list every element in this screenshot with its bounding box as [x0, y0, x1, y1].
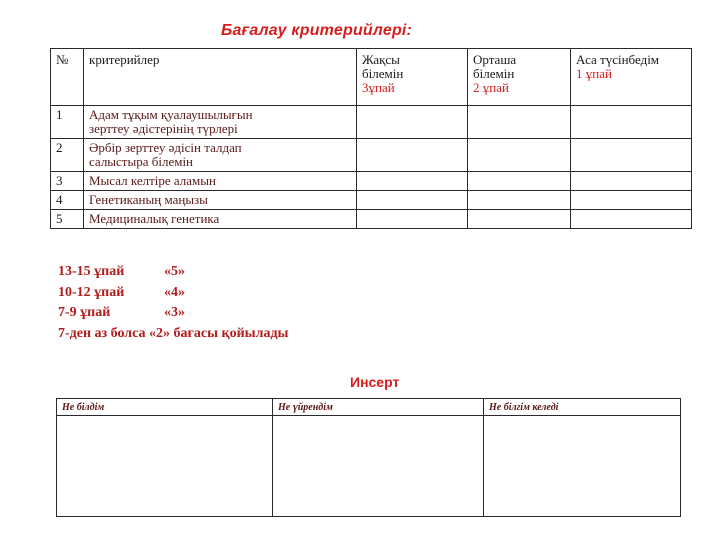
- medium-cell[interactable]: [468, 106, 571, 139]
- header-medium-line1: Орташа: [473, 52, 517, 67]
- header-weak-points: 1 ұпай: [576, 66, 612, 81]
- header-medium: [468, 49, 571, 106]
- scale-line: [58, 262, 288, 283]
- criteria-header-row: [51, 49, 692, 106]
- criteria-row: [51, 106, 692, 139]
- header-medium-line2: білемін: [473, 66, 515, 81]
- grading-scale: [58, 262, 288, 344]
- row-criterion: Генетиканың маңызы: [84, 191, 357, 210]
- scale-score: 13-15 ұпай: [58, 264, 125, 279]
- row-criterion: Медициналық генетика: [84, 210, 357, 229]
- insert-header-row: [57, 399, 681, 416]
- insert-table: [56, 398, 681, 517]
- scale-line: [58, 303, 288, 324]
- weak-cell[interactable]: [571, 106, 692, 139]
- row-number: 1: [51, 106, 84, 139]
- good-cell[interactable]: [357, 106, 468, 139]
- scale-score: 10-12 ұпай: [58, 284, 125, 300]
- scale-line: [58, 283, 288, 304]
- criterion-line1: Адам тұқым қуалаушылығын: [89, 107, 253, 122]
- medium-cell[interactable]: [468, 210, 571, 229]
- row-number: 3: [51, 172, 84, 191]
- medium-cell[interactable]: [468, 191, 571, 210]
- insert-cell-learned[interactable]: [273, 416, 484, 517]
- header-number: №: [51, 49, 84, 106]
- medium-cell[interactable]: [468, 139, 571, 172]
- insert-cell-know[interactable]: [57, 416, 273, 517]
- insert-header-learned: Не үйрендім: [273, 399, 484, 416]
- criteria-table: [50, 48, 692, 229]
- scale-score: 7-9 ұпай: [58, 305, 111, 320]
- good-cell[interactable]: [357, 191, 468, 210]
- insert-header-know: Не білдім: [57, 399, 273, 416]
- weak-cell[interactable]: [571, 210, 692, 229]
- row-criterion: Мысал келтіре аламын: [84, 172, 357, 191]
- criterion-line1: Әрбір зерттеу әдісін талдап: [89, 140, 242, 155]
- criteria-title: Бағалау критерийлері:: [221, 22, 413, 39]
- insert-cell-want[interactable]: [484, 416, 681, 517]
- weak-cell[interactable]: [571, 191, 692, 210]
- header-weak-line1: Аса түсінбедім: [576, 52, 660, 67]
- scale-grade: «4»: [164, 284, 185, 300]
- criteria-row: [51, 139, 692, 172]
- header-weak: [571, 49, 692, 106]
- criteria-row: [51, 172, 692, 191]
- header-criteria: критерийлер: [84, 49, 357, 106]
- header-good-line1: Жақсы: [362, 52, 400, 67]
- weak-cell[interactable]: [571, 139, 692, 172]
- row-criterion: [84, 139, 357, 172]
- scale-grade: «5»: [164, 264, 185, 279]
- good-cell[interactable]: [357, 172, 468, 191]
- scale-grade: «3»: [164, 305, 185, 320]
- criteria-row: [51, 191, 692, 210]
- row-number: 5: [51, 210, 84, 229]
- criterion-line2: зерттеу әдістерінің түрлері: [89, 121, 238, 136]
- row-number: 4: [51, 191, 84, 210]
- insert-body-row: [57, 416, 681, 517]
- criteria-row: [51, 210, 692, 229]
- medium-cell[interactable]: [468, 172, 571, 191]
- insert-title: Инсерт: [350, 374, 400, 390]
- good-cell[interactable]: [357, 139, 468, 172]
- weak-cell[interactable]: [571, 172, 692, 191]
- header-good-line2: білемін: [362, 66, 404, 81]
- scale-note: 7-ден аз болса «2» бағасы қойылады: [58, 325, 289, 341]
- header-good-points: 3ұпай: [362, 80, 395, 95]
- row-number: 2: [51, 139, 84, 172]
- header-good: [357, 49, 468, 106]
- header-medium-points: 2 ұпай: [473, 80, 509, 95]
- criterion-line2: салыстыра білемін: [89, 154, 194, 169]
- insert-header-want: Не білгім келеді: [484, 399, 681, 416]
- good-cell[interactable]: [357, 210, 468, 229]
- row-criterion: [84, 106, 357, 139]
